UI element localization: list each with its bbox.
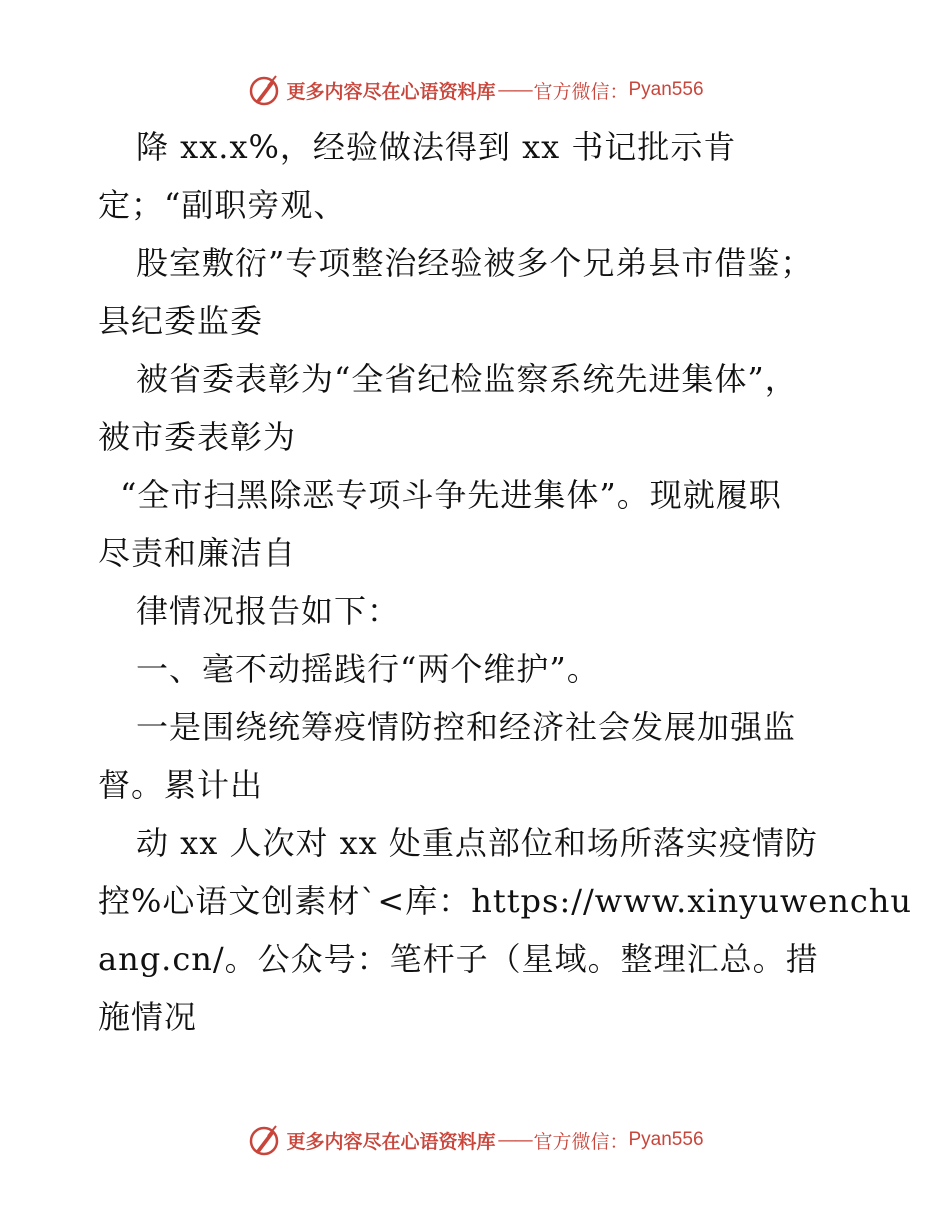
- banner-main-text: 更多内容尽在心语资料库: [286, 1130, 496, 1153]
- footer-banner: [0, 1120, 950, 1160]
- banner-wechat-label: 官方微信：: [533, 80, 629, 103]
- banner-main-text: 更多内容尽在心语资料库: [286, 80, 496, 103]
- text-line: 尽责和廉洁自: [98, 534, 297, 572]
- text-line: 降 xx.x%，经验做法得到 xx 书记批示肯: [136, 128, 737, 166]
- text-line: 控%心语文创素材`<库：https://www.xinyuwenchu: [98, 882, 913, 920]
- banner-wechat-id: Pyan556: [628, 79, 704, 100]
- header-banner: [0, 70, 950, 110]
- text-line: ang.cn/。公众号：笔杆子（星域。整理汇总。措: [98, 940, 819, 978]
- text-line: 督。累计出: [98, 766, 264, 804]
- text-line: 定；“副职旁观、: [98, 186, 347, 224]
- text-line: 施情况: [98, 998, 198, 1036]
- text-line: 被省委表彰为“全省纪检监察系统先进集体”，: [136, 360, 798, 398]
- text-line: 被市委表彰为: [98, 418, 297, 456]
- text-line: 县纪委监委: [98, 302, 264, 340]
- text-line: 一是围绕统筹疫情防控和经济社会发展加强监: [136, 708, 797, 746]
- banner-wechat-id: Pyan556: [628, 1129, 704, 1150]
- text-line: 动 xx 人次对 xx 处重点部位和场所落实疫情防: [136, 824, 818, 862]
- banner-dash: ——: [497, 79, 532, 101]
- feather-logo-icon: [246, 1122, 282, 1158]
- text-line: 律情况报告如下：: [136, 592, 401, 630]
- feather-logo-icon: [246, 72, 282, 108]
- text-line: 股室敷衍”专项整治经验被多个兄弟县市借鉴；: [136, 244, 814, 282]
- banner-wechat-label: 官方微信：: [533, 1130, 629, 1153]
- document-body: [98, 118, 913, 1046]
- banner-dash: ——: [497, 1129, 532, 1151]
- section-heading: 一、毫不动摇践行“两个维护”。: [136, 650, 600, 688]
- text-line: “全市扫黑除恶专项斗争先进集体”。现就履职: [120, 476, 782, 514]
